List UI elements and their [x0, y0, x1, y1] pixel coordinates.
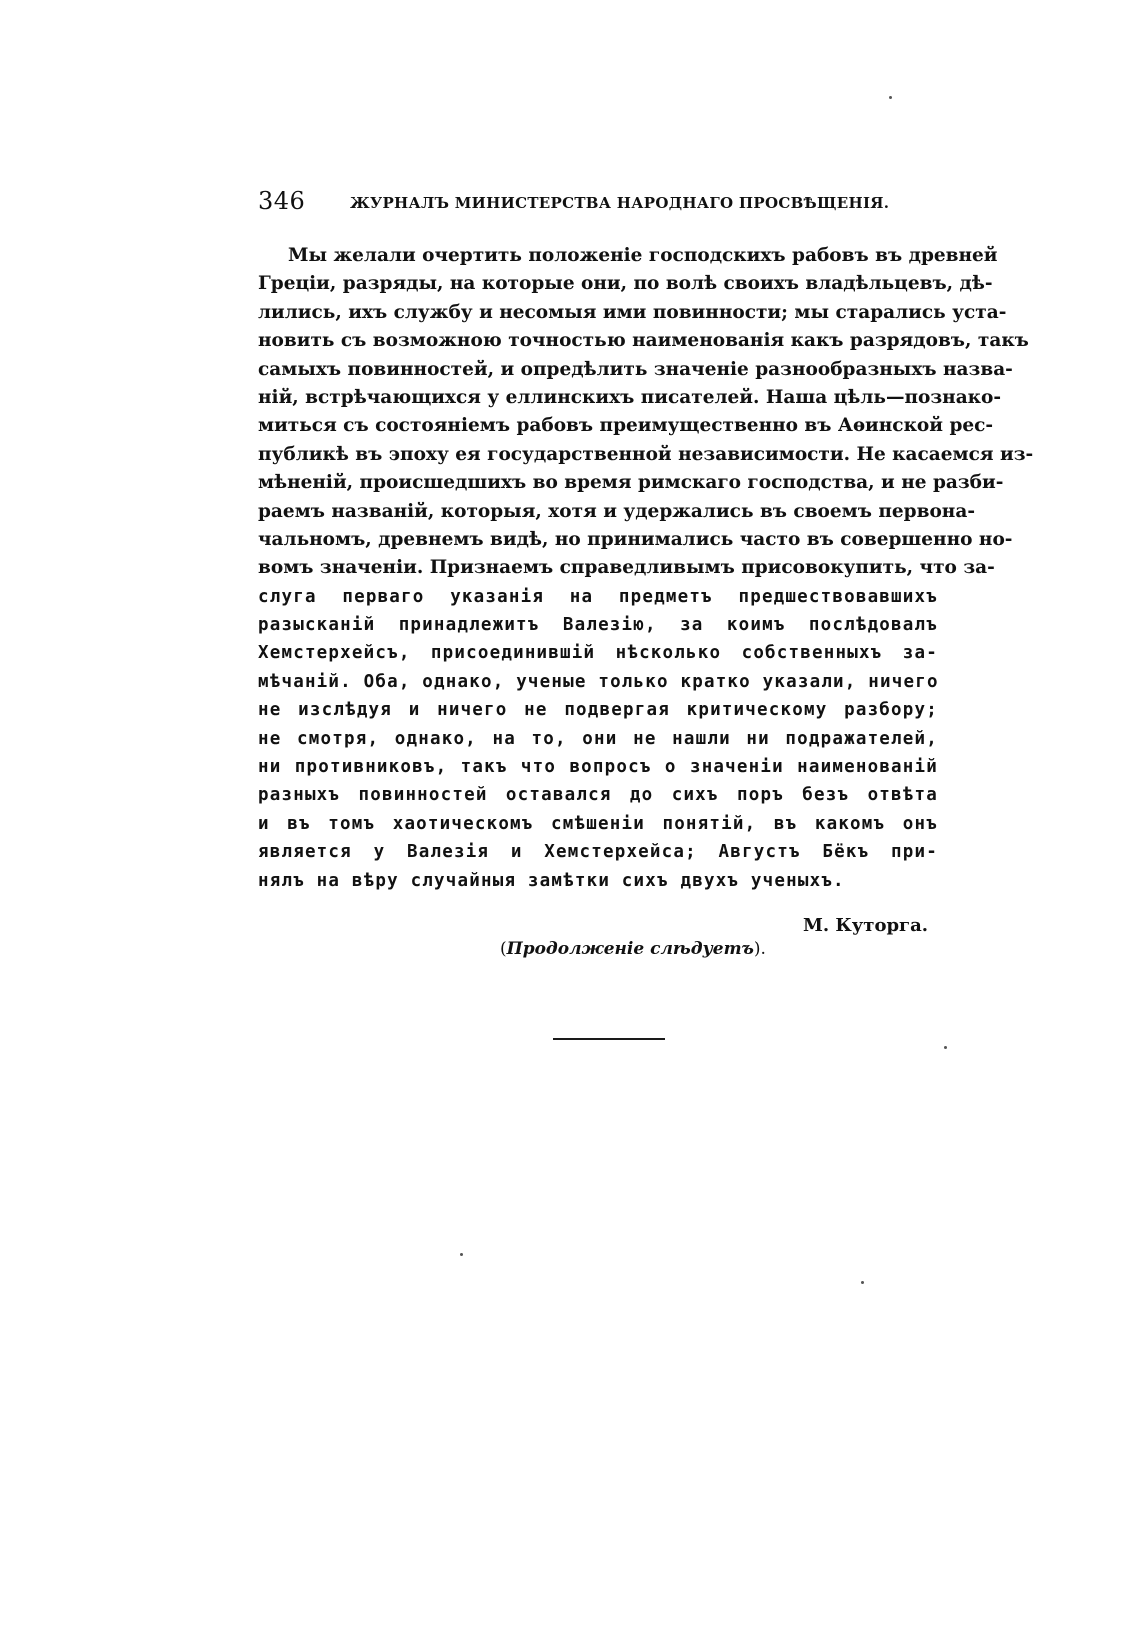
continuation-text: Продолженіе слѣдуетъ	[506, 939, 754, 959]
continuation-open-paren: (	[500, 939, 507, 959]
text-line: Мы желали очертить положеніе господскихъ рабовъ въ древней	[288, 245, 998, 266]
text-line: мѣчаній. Оба, однако, ученые только кратко указали, ничего	[258, 671, 939, 692]
scan-speck	[460, 1253, 463, 1256]
text-line: нялъ на вѣру случайныя замѣтки сихъ двухъ ученыхъ.	[258, 870, 845, 891]
text-line: не изслѣдуя и ничего не подвергая критическому разбору;	[258, 700, 938, 721]
section-divider	[553, 1038, 665, 1040]
text-line: слуга перваго указанія на предметъ предшествовавшихъ	[258, 586, 938, 607]
text-line: самыхъ повинностей, и опредѣлить значеніе разнообразныхъ назва-	[258, 358, 1013, 380]
scan-speck	[889, 96, 892, 99]
scan-speck	[861, 1281, 864, 1284]
text-line: мѣненій, происшедшихъ во время римскаго господства, и не разби-	[258, 472, 1004, 494]
continuation-close-paren: ).	[753, 939, 766, 959]
page-header	[258, 186, 898, 216]
text-line: и въ томъ хаотическомъ смѣшеніи понятій, въ какомъ онъ	[258, 813, 938, 834]
text-line: разысканій принадлежитъ Валезію, за коимъ послѣдовалъ	[258, 615, 938, 636]
text-line: раемъ названій, которыя, хотя и удержались въ своемъ первона-	[258, 500, 976, 522]
continuation-note	[500, 935, 766, 963]
text-line: не смотря, однако, на то, они не нашли ни подражателей,	[258, 728, 938, 749]
scan-speck	[944, 1046, 947, 1049]
text-line: Хемстерхейсъ, присоединившій нѣсколько собственныхъ за-	[258, 643, 938, 664]
text-line: является у Валезія и Хемстерхейса; Августъ Бёкъ при-	[258, 842, 938, 863]
text-line: ни противниковъ, такъ что вопросъ о значеніи наименованій	[258, 757, 938, 778]
body-paragraph	[258, 242, 1034, 895]
text-line: публикѣ въ эпоху ея государственной независимости. Не касаемся из-	[258, 443, 1034, 465]
text-line: чальномъ, древнемъ видѣ, но принимались часто въ совершенно но-	[258, 528, 1013, 550]
text-line: новить съ возможною точностью наименованія какъ разрядовъ, такъ	[258, 330, 1029, 352]
text-line: разныхъ повинностей оставался до сихъ поръ безъ отвѣта	[258, 785, 938, 806]
text-line: ній, встрѣчающихся у еллинскихъ писателей. Наша цѣль—познако-	[258, 386, 1002, 408]
text-line: вомъ значеніи. Признаемъ справедливымъ присовокупить, что за-	[258, 557, 995, 579]
page-number: 346	[258, 187, 306, 215]
text-line: Греціи, разряды, на которые они, по волѣ своихъ владѣльцевъ, дѣ-	[258, 273, 993, 295]
author-signature: М. Куторга.	[802, 915, 928, 936]
text-line: миться съ состояніемъ рабовъ преимущественно въ Аѳинской рес-	[258, 415, 994, 437]
text-line: лились, ихъ службу и несомыя ими повинности; мы старались уста-	[258, 301, 1007, 323]
running-title: ЖУРНАЛЪ МИНИСТЕРСТВА НАРОДНАГО ПРОСВѢЩЕНІЯ.	[350, 194, 890, 212]
